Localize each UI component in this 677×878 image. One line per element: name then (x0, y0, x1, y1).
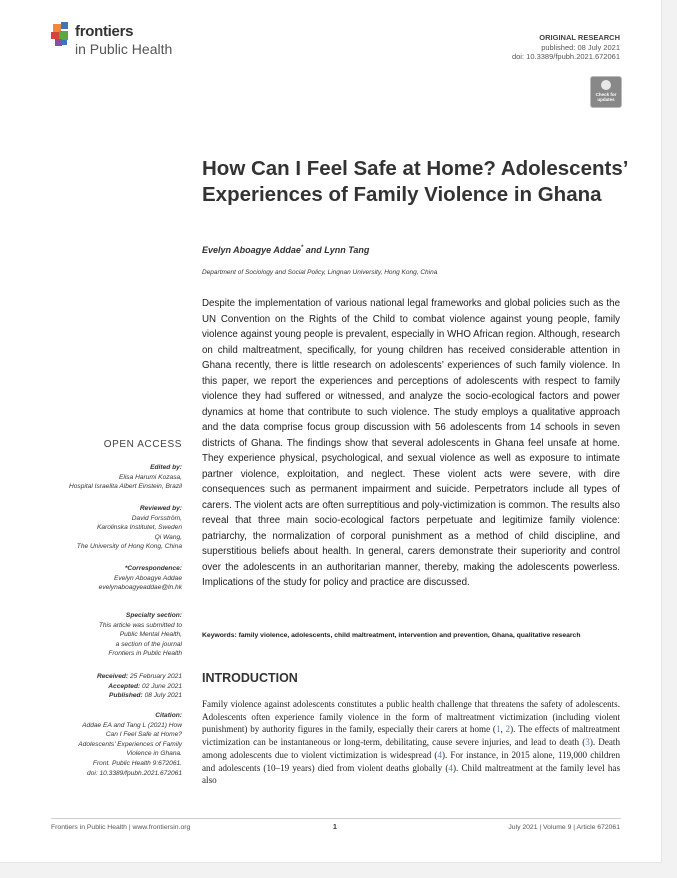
published-value: 08 July 2021 (144, 692, 182, 700)
citation-line: Addae EA and Tang L (2021) How (82, 721, 182, 729)
keywords-label: Keywords: (202, 632, 237, 639)
citation-link[interactable]: 2 (505, 724, 511, 735)
intro-text: Family violence against adolescents constitutes a public health challenge that threatens the safety of adolescents. Adolescents often experience family violence in the form of maltreatment victimization (including violent punishment) by authority figures in the family, especially their carers at home ( (202, 699, 620, 735)
logo-brand-text: frontiers (75, 23, 134, 40)
published-date-side (30, 691, 182, 701)
citation-line: Front. Public Health 9:672061. (92, 759, 182, 767)
edited-by-label: Edited by: (150, 464, 182, 471)
received-date (30, 672, 182, 682)
accepted-date (30, 682, 182, 692)
received-label: Received: (96, 673, 129, 680)
specialty-section-block (30, 611, 182, 659)
edited-by-block (30, 463, 182, 492)
correspondence-block (30, 564, 182, 593)
intro-text: ). Child maltreatment at the family level has also (202, 762, 621, 786)
reviewer-affiliation: The University of Hong Kong, China (76, 543, 182, 551)
correspondence-email[interactable]: evelynaboagyeaddae@ln.hk (98, 584, 182, 592)
accepted-label: Accepted: (108, 682, 141, 690)
editor-affiliation: Hospital Israelita Albert Einstein, Brazil (69, 483, 182, 491)
reviewed-by-block (30, 504, 182, 552)
dates-block (30, 672, 182, 701)
page-number: 1 (333, 824, 337, 831)
author-affiliation: Department of Sociology and Social Policy, Lingnan University, Hong Kong, China (202, 269, 438, 276)
citation-line: Adolescents’ Experiences of Family (78, 740, 182, 748)
accepted-value: 02 June 2021 (142, 682, 182, 690)
author-list (202, 245, 369, 255)
check-updates-label: Check for updates (595, 92, 617, 102)
check-updates-icon (601, 80, 611, 90)
specialty-line: Frontiers in Public Health (108, 650, 182, 658)
article-type: ORIGINAL RESEARCH (539, 33, 620, 42)
specialty-line: This article was submitted to (98, 621, 182, 629)
correspondence-label: *Correspondence: (124, 565, 182, 572)
footer-issue-info: July 2021 | Volume 9 | Article 672061 (508, 824, 620, 831)
published-label: Published: (109, 692, 143, 700)
corresponding-mark: * (300, 245, 304, 251)
reviewed-by-label: Reviewed by: (139, 505, 182, 512)
author-name[interactable]: Evelyn Aboagye Addae (202, 245, 301, 255)
frontiers-logo-icon (51, 22, 73, 46)
correspondence-name: Evelyn Aboagye Addae (113, 574, 182, 582)
citation-link[interactable]: 4 (448, 762, 453, 773)
citation-link[interactable]: 1 (495, 724, 501, 735)
keywords-list: family violence, adolescents, child maltreatment, intervention and prevention, Ghana, qualitative research (238, 632, 581, 639)
footer-divider (51, 818, 621, 819)
editor-name[interactable]: Elisa Harumi Kozasa, (118, 473, 182, 481)
reviewer-affiliation: Karolinska Institutet, Sweden (96, 524, 182, 532)
open-access-label: OPEN ACCESS (103, 439, 182, 450)
article-title: How Can I Feel Safe at Home? Adolescents’ Experiences of Family Violence in Ghana (202, 157, 628, 206)
keywords (202, 631, 620, 641)
citation-line: Violence in Ghana. (126, 750, 182, 758)
abstract-text: Despite the implementation of various national legal frameworks and global policies such as the UN Convention on the Rights of the Child to combat violence against young people, family violence against young people is prevalent, especially in WHO African region. Although, research on child maltreatment, specifically, for young children has received considerable attention in Ghana recently, there is little research on adolescents’ experiences of such family violence. In this paper, we report the experiences and perceptions of adolescents with respect to family violence they had suffered or witnessed, and analyze the socio-ecological factors and power dynamics at home that contribute to such violence. The study employs a qualitative approach and the data comprise focus group discussion with 56 adolescents from 14 schools in seven districts of Ghana. The findings show that several adolescents in Ghana feel unsafe at home. They experience physical, psychological, and sexual violence as well as exposure to intimate partner violence, exploitation, and neglect. These violent acts were severe, with dire consequences such as permanent impairment and suicide. Perpetrators include all types of carers. The violent acts are often surreptitious and poly-victimization is common. The results also reveal that three main socio-ecological factors perpetuate and legitimize family violence: patriarchy, the normalization of corporal punishment as a method of child discipline, and superstitious beliefs about health. In general, carers demonstrate their superiority and control over the adolescents in an authoritarian manner, thereby, making the adolescents powerless. Implications of the study for policy and practice are discussed. (202, 298, 620, 588)
reviewer-name[interactable]: Qi Wang, (154, 533, 182, 541)
footer-journal-link[interactable]: Frontiers in Public Health | www.frontiersin.org (51, 824, 191, 831)
specialty-section-label: Specialty section: (125, 612, 182, 619)
author-name-rest[interactable]: and Lynn Tang (303, 245, 370, 255)
article-doi[interactable]: doi: 10.3389/fpubh.2021.672061 (511, 52, 620, 61)
reviewer-name[interactable]: David Forsström, (131, 514, 182, 522)
citation-label: Citation: (155, 712, 182, 719)
viewer-margin-right (662, 0, 677, 878)
intro-text: ). The effects of maltreatment victimization can be instantaneous or long-term, debilitating, cause severe injuries, and lead to death ( (202, 724, 621, 748)
logo-journal-text: in Public Health (75, 41, 173, 57)
citation-doi[interactable]: doi: 10.3389/fpubh.2021.672061 (87, 769, 182, 777)
specialty-line: Public Mental Health, (119, 631, 182, 639)
citation-link[interactable]: 3 (585, 737, 590, 748)
specialty-line: a section of the journal (115, 640, 182, 648)
citation-link[interactable]: 4 (437, 749, 443, 760)
citation-line: Can I Feel Safe at Home? (105, 731, 182, 739)
intro-text: , (500, 724, 506, 735)
intro-text: ). For instance, in 2015 alone, 119,000 children and adolescents (10–19 years) died from violent deaths globally ( (202, 749, 620, 773)
intro-text: ). Death among adolescents due to violent victimization is widespread ( (202, 737, 620, 760)
viewer-margin-bottom (0, 863, 677, 878)
section-heading-introduction: INTRODUCTION (202, 671, 298, 685)
introduction-paragraph (202, 698, 620, 787)
received-value: 25 February 2021 (129, 673, 182, 680)
published-date: published: 08 July 2021 (541, 42, 620, 52)
article-meta-header (512, 33, 620, 62)
check-for-updates-badge[interactable] (590, 76, 622, 108)
citation-block (30, 711, 182, 778)
